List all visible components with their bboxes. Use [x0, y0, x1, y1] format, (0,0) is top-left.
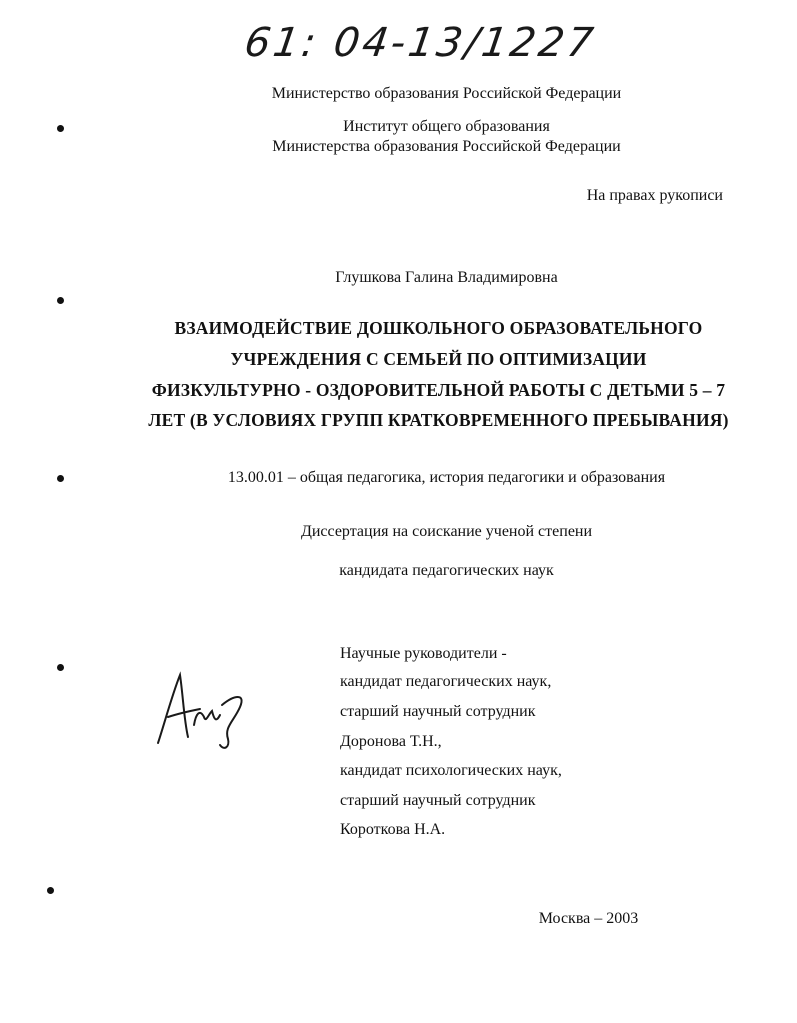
supervisor-line: кандидат психологических наук, [340, 762, 562, 779]
binding-dot [57, 664, 64, 671]
binding-dot [47, 887, 54, 894]
supervisor-line: Короткова Н.А. [340, 821, 446, 838]
institute-line-1: Институт общего образования [343, 118, 550, 135]
binding-dot [57, 297, 64, 304]
institute-line-2: Министерства образования Российской Федерации [272, 138, 621, 155]
author-name: Глушкова Галина Владимировна [335, 269, 558, 286]
degree-line-1: Диссертация на соискание ученой степени [300, 523, 593, 540]
supervisor-line: кандидат педагогических наук, [340, 673, 552, 690]
signature [150, 665, 260, 755]
specialty-line: 13.00.01 – общая педагогика, история педагогики и образования [227, 469, 666, 486]
city-year: Москва – 2003 [538, 910, 639, 927]
title-line-2: УЧРЕЖДЕНИЯ С СЕМЬЕЙ ПО ОПТИМИЗАЦИИ [230, 349, 647, 369]
manuscript-rights: На правах рукописи [586, 187, 723, 204]
supervisor-line: старший научный сотрудник [340, 792, 536, 809]
degree-line-2: кандидата педагогических наук [339, 562, 554, 579]
title-line-4: ЛЕТ (В УСЛОВИЯХ ГРУПП КРАТКОВРЕМЕННОГО ПРЕБЫВАНИЯ) [148, 410, 729, 430]
title-line-3: ФИЗКУЛЬТУРНО - ОЗДОРОВИТЕЛЬНОЙ РАБОТЫ С ДЕТЬМИ 5 – 7 [151, 380, 726, 400]
title-line-1: ВЗАИМОДЕЙСТВИЕ ДОШКОЛЬНОГО ОБРАЗОВАТЕЛЬНОГО [174, 318, 703, 338]
supervisor-line: Доронова Т.Н., [340, 733, 442, 750]
supervisors-heading: Научные руководители - [340, 645, 507, 662]
supervisor-line: старший научный сотрудник [340, 703, 536, 720]
ministry-line: Министерство образования Российской Федерации [271, 85, 622, 102]
archive-code-handwritten: 61: 04-13/1227 [241, 20, 599, 66]
